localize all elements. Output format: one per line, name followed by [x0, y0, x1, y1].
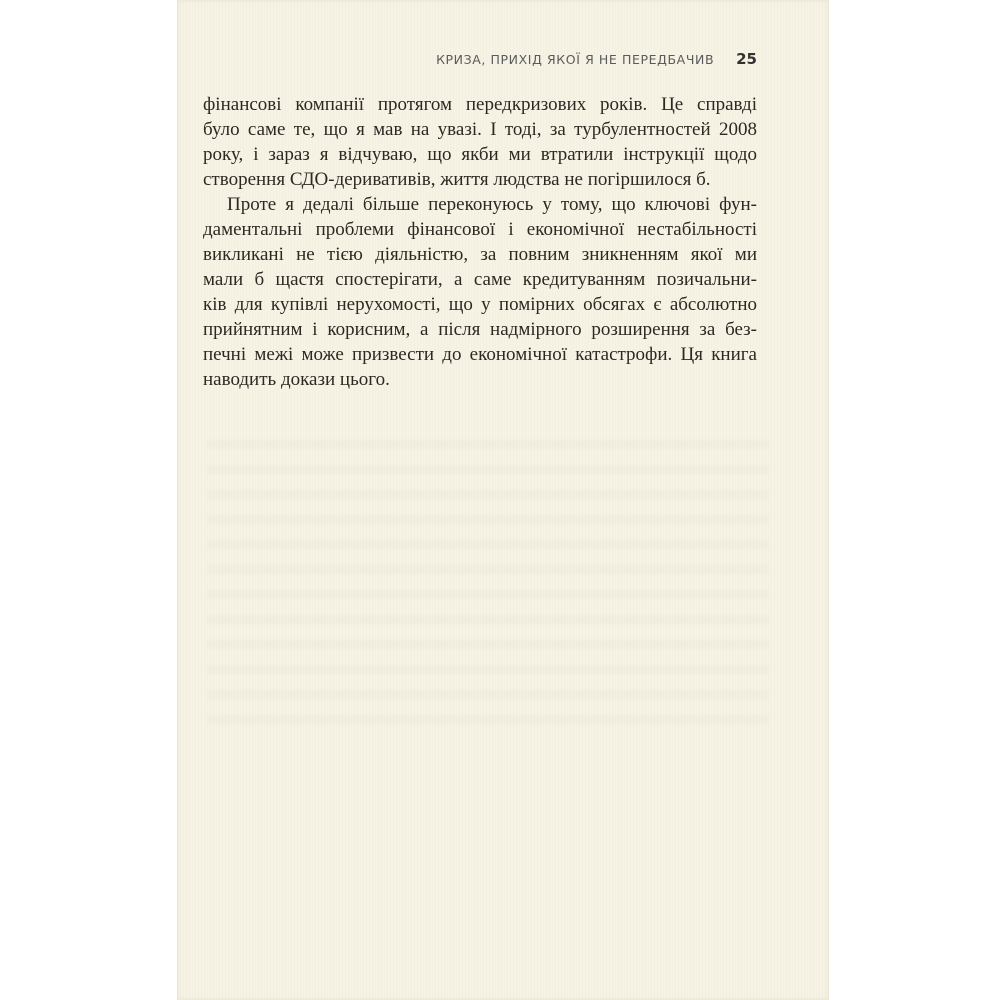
text-line: прийнятним і корисним, а після надмірного розширення за без- [203, 319, 757, 340]
body-text [203, 92, 757, 392]
text-line: мали б щастя спостерігати, а саме кредитуванням позичальни- [203, 269, 757, 290]
running-head [203, 50, 757, 68]
text-line: було саме те, що я мав на увазі. І тоді, за турбулентностей 2008 [203, 119, 757, 140]
text-line: Проте я дедалі більше переконуюсь у тому, що ключові фун- [227, 194, 757, 215]
text-line: наводить докази цього. [203, 369, 390, 390]
text-line: фінансові компанії протягом передкризових років. Це справді [203, 94, 757, 115]
text-line: ків для купівлі нерухомості, що у помірних обсягах є абсолютно [203, 294, 757, 315]
text-line: даментальні проблеми фінансової і економічної нестабільності [203, 219, 757, 240]
text-line: печні межі може призвести до економічної катастрофи. Ця книга [203, 344, 757, 365]
text-line: викликані не тією діяльністю, за повним зникненням якої ми [203, 244, 757, 265]
text-line: створення СДО-деривативів, життя людства не погіршилося б. [203, 169, 711, 190]
text-line: року, і зараз я відчуваю, що якби ми втратили інструкції щодо [203, 144, 757, 165]
book-page [177, 0, 829, 1000]
paper-showthrough-texture [207, 440, 769, 730]
page-number: 25 [736, 50, 757, 68]
running-head-title: КРИЗА, ПРИХІД ЯКОЇ Я НЕ ПЕРЕДБАЧИВ [436, 52, 715, 67]
